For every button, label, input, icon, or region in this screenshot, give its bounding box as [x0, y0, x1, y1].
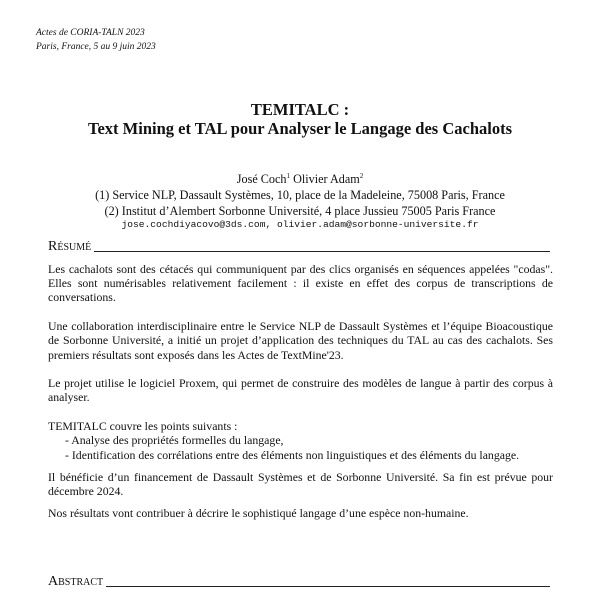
author-emails: jose.cochdiyacovo@3ds.com, olivier.adam@sorbonne-universite.fr [121, 219, 479, 231]
affiliation-1: (1) Service NLP, Dassault Systèmes, 10, place de la Madeleine, 75008 Paris, France [95, 188, 505, 203]
affiliation-2: (2) Institut d’Alembert Sorbonne Université, 4 place Jussieu 75005 Paris France [104, 204, 496, 219]
author-block [0, 168, 600, 231]
resume-paragraph-5: Il bénéficie d’un financement de Dassault Systèmes et de Sorbonne Université. Sa fin est prévue pour décembre 2024. [48, 469, 553, 498]
abstract-heading [48, 574, 550, 590]
title-line-1: TEMITALC : [250, 100, 350, 119]
title-line-2: Text Mining et TAL pour Analyser le Langage des Cachalots [87, 119, 512, 138]
list-item: - Identification des corrélations entre des éléments non linguistiques et des éléments du langage. [65, 447, 520, 462]
author-1-affiliation-marker: 1 [286, 172, 291, 180]
resume-body [48, 262, 553, 520]
paper-title [0, 100, 600, 138]
heading-rule [106, 586, 550, 587]
resume-paragraph-4: TEMITALC couvre les points suivants : [48, 419, 238, 434]
heading-rule [94, 251, 550, 252]
conference-header [36, 26, 156, 54]
resume-paragraph-1: Les cachalots sont des cétacés qui communiquent par des clics organisés en séquences appelées "codas". Elles sont numérisables relativement facilement : il existe en effet des corpus de transcriptions de conversations. [48, 262, 553, 305]
author-names [0, 168, 600, 187]
resume-heading [48, 239, 550, 255]
author-2-affiliation-marker: 2 [359, 172, 364, 180]
author-2: Olivier Adam [293, 172, 360, 187]
conference-location-date: Paris, France, 5 au 9 juin 2023 [36, 42, 156, 52]
resume-paragraph-3: Le projet utilise le logiciel Proxem, qui permet de construire des modèles de langue à partir des corpus à analyser. [48, 376, 553, 405]
conference-name: Actes de CORIA-TALN 2023 [36, 28, 145, 38]
resume-paragraph-2: Une collaboration interdisciplinaire entre le Service NLP de Dassault Systèmes et l’équipe Bioacoustique de Sorbonne Université, a initié un projet d’application des techniques du TAL au cas des cachalots. Ses premiers résultats sont exposés dans les Actes de TextMine'23. [48, 319, 553, 362]
list-item: - Analyse des propriétés formelles du langage, [65, 433, 284, 448]
abstract-heading-text: Abstract [48, 574, 104, 589]
resume-paragraph-6: Nos résultats vont contribuer à décrire le sophistiqué langage d’une espèce non-humaine. [48, 506, 469, 521]
resume-heading-text: Résumé [48, 239, 92, 254]
author-1: José Coch [236, 172, 287, 187]
